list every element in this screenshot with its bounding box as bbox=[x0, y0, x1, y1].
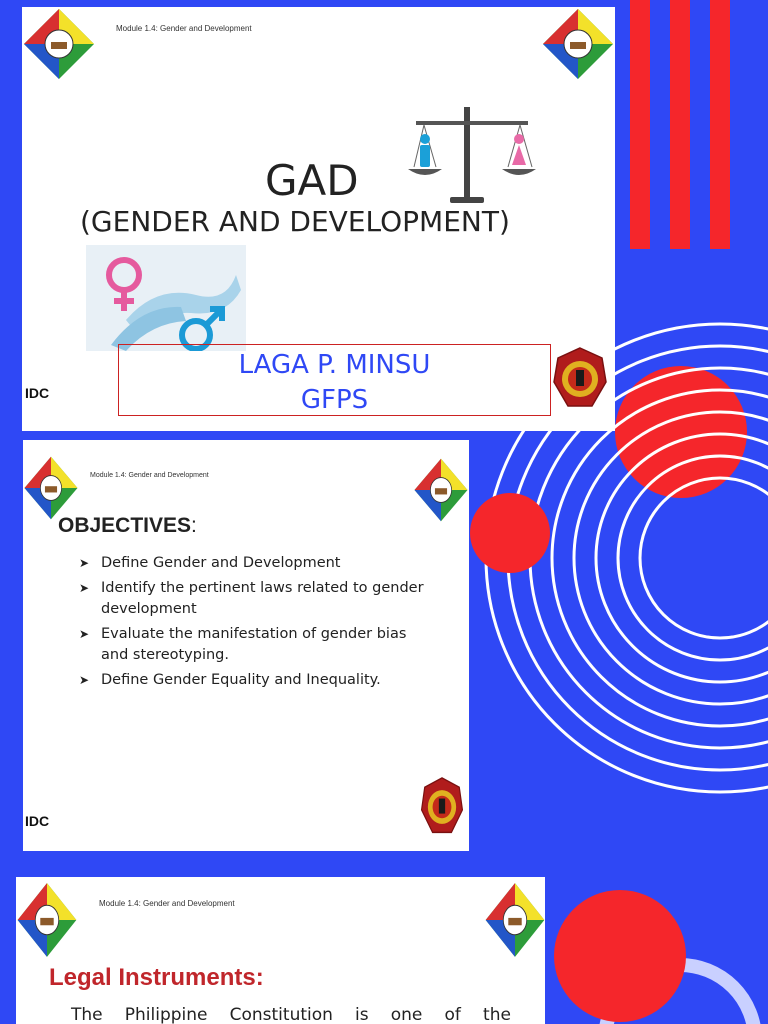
arrow-bullet-icon: ➤ bbox=[79, 627, 90, 641]
module-label: Module 1.4: Gender and Development bbox=[116, 24, 252, 33]
presenter-box bbox=[118, 344, 551, 416]
balance-scale-icon bbox=[408, 107, 538, 207]
presenter-name: LAGA P. MINSU bbox=[238, 350, 431, 380]
gender-symbols-icon bbox=[86, 245, 246, 351]
objectives-list bbox=[79, 553, 424, 695]
slide-title bbox=[22, 7, 615, 431]
slide-legal-instruments bbox=[16, 877, 545, 1024]
list-item: ➤ Define Gender and Development bbox=[79, 553, 424, 574]
red-circle bbox=[554, 890, 686, 1022]
module-label: Module 1.4: Gender and Development bbox=[99, 899, 235, 908]
list-item: ➤ Evaluate the manifestation of gender bias and stereotyping. bbox=[79, 626, 407, 663]
objectives-heading-colon: : bbox=[191, 514, 197, 537]
footer-label: IDC bbox=[25, 813, 50, 829]
objectives-heading-text: OBJECTIVES bbox=[58, 514, 192, 537]
presenter-unit: GFPS bbox=[300, 385, 369, 415]
arrow-bullet-icon: ➤ bbox=[79, 673, 90, 687]
police-seal-icon bbox=[420, 776, 464, 838]
police-seal-icon bbox=[552, 346, 608, 412]
title-main: GAD bbox=[265, 156, 359, 205]
red-circle bbox=[470, 493, 550, 573]
title-sub: (GENDER AND DEVELOPMENT) bbox=[80, 205, 510, 238]
diamond-logo-icon bbox=[22, 7, 96, 81]
slide-objectives bbox=[23, 440, 469, 851]
diamond-logo-icon bbox=[484, 881, 545, 959]
diamond-logo-icon bbox=[541, 7, 615, 81]
diamond-logo-icon bbox=[16, 881, 78, 959]
footer-label: IDC bbox=[25, 385, 50, 401]
list-item: ➤ Identify the pertinent laws related to gender development bbox=[79, 580, 424, 617]
objectives-heading bbox=[58, 514, 197, 538]
diamond-logo-icon bbox=[413, 457, 469, 523]
legal-heading: Legal Instruments: bbox=[49, 964, 264, 991]
module-label: Module 1.4: Gender and Development bbox=[90, 472, 209, 479]
list-item: ➤ Define Gender Equality and Inequality. bbox=[79, 670, 424, 691]
arrow-bullet-icon: ➤ bbox=[79, 581, 90, 595]
arrow-bullet-icon: ➤ bbox=[79, 556, 90, 570]
legal-body-line: The Philippine Constitution is one of the bbox=[71, 1005, 511, 1024]
diamond-logo-icon bbox=[23, 455, 79, 521]
